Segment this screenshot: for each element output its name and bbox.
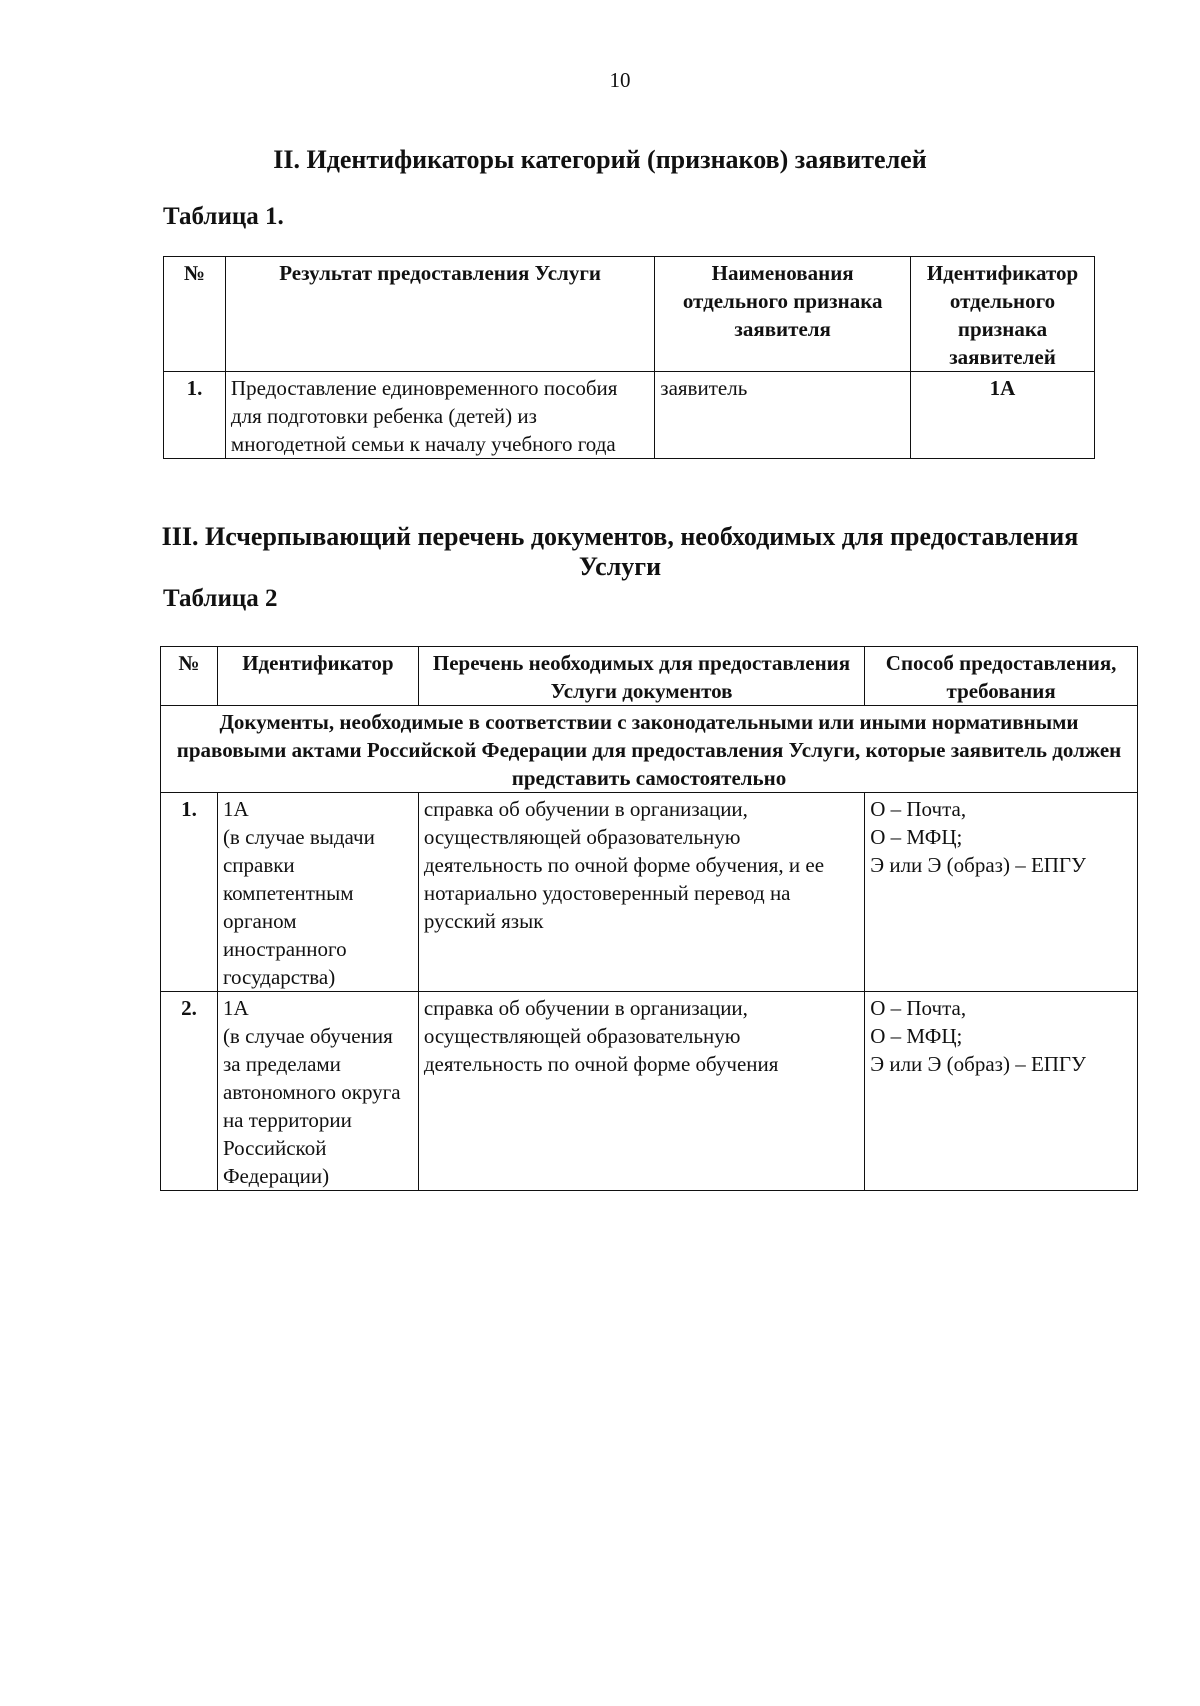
table-row bbox=[161, 793, 1138, 992]
identifier-note: (в случае выдачи справки компетентным органом иностранного государства) bbox=[222, 825, 375, 989]
table-2-header-num: № bbox=[161, 647, 218, 706]
submission-method-line: О – Почта, bbox=[870, 797, 967, 821]
table-1-header-row bbox=[164, 257, 1095, 372]
page-number: 10 bbox=[609, 68, 631, 92]
row-number: 2. bbox=[161, 992, 218, 1191]
table-1-header-num: № bbox=[164, 257, 226, 372]
table-2-caption: Таблица 2 bbox=[163, 585, 278, 612]
submission-method-line: О – МФЦ; bbox=[870, 825, 963, 849]
section-2-title: II. Идентификаторы категорий (признаков) заявителей bbox=[273, 145, 927, 174]
identifier-code: 1А bbox=[222, 797, 249, 821]
table-2-subheader-row bbox=[161, 706, 1138, 793]
table-1-header-name: Наименования отдельного признака заявителя bbox=[655, 257, 911, 372]
table-1-applicant-categories bbox=[163, 256, 1095, 459]
section-3-title: III. Исчерпывающий перечень документов, необходимых для предоставления Услуги bbox=[161, 522, 1079, 581]
document-description: справка об обучении в организации, осуществляющей образовательную деятельность по очной форме обучения, и ее нотариально удостоверенный перевод на русский язык bbox=[418, 793, 864, 992]
identifier-note: (в случае обучения за пределами автономного округа на территории Российской Федерации) bbox=[222, 1024, 401, 1188]
submission-method-cell bbox=[865, 992, 1138, 1191]
document-description: справка об обучении в организации, осуществляющей образовательную деятельность по очной форме обучения bbox=[418, 992, 864, 1191]
submission-method-line: Э или Э (образ) – ЕПГУ bbox=[870, 853, 1086, 877]
table-2-header-row bbox=[161, 647, 1138, 706]
identifier-cell bbox=[217, 793, 418, 992]
table-1-caption: Таблица 1. bbox=[163, 203, 284, 230]
applicant-attribute-name: заявитель bbox=[655, 372, 911, 459]
service-result: Предоставление единовременного пособия для подготовки ребенка (детей) из многодетной семьи к началу учебного года bbox=[225, 372, 654, 459]
row-number: 1. bbox=[164, 372, 226, 459]
table-1-header-id: Идентификатор отдельного признака заявителей bbox=[911, 257, 1095, 372]
submission-method-line: Э или Э (образ) – ЕПГУ bbox=[870, 1052, 1086, 1076]
table-2-header-id: Идентификатор bbox=[217, 647, 418, 706]
submission-method-cell bbox=[865, 793, 1138, 992]
submission-method-line: О – Почта, bbox=[870, 996, 967, 1020]
identifier-code: 1А bbox=[222, 996, 249, 1020]
table-2-subheader: Документы, необходимые в соответствии с законодательными или иными нормативными правовыми актами Российской Федерации для предоставления Услуги, которые заявитель должен представить самостоятельно bbox=[161, 706, 1138, 793]
row-number: 1. bbox=[161, 793, 218, 992]
table-row bbox=[161, 992, 1138, 1191]
table-row bbox=[164, 372, 1095, 459]
table-2-header-documents: Перечень необходимых для предоставления Услуги документов bbox=[418, 647, 864, 706]
identifier-cell bbox=[217, 992, 418, 1191]
submission-method-line: О – МФЦ; bbox=[870, 1024, 963, 1048]
table-2-header-method: Способ предоставления, требования bbox=[865, 647, 1138, 706]
table-1-header-result: Результат предоставления Услуги bbox=[225, 257, 654, 372]
table-2-required-documents bbox=[160, 646, 1138, 1191]
applicant-attribute-id: 1А bbox=[911, 372, 1095, 459]
